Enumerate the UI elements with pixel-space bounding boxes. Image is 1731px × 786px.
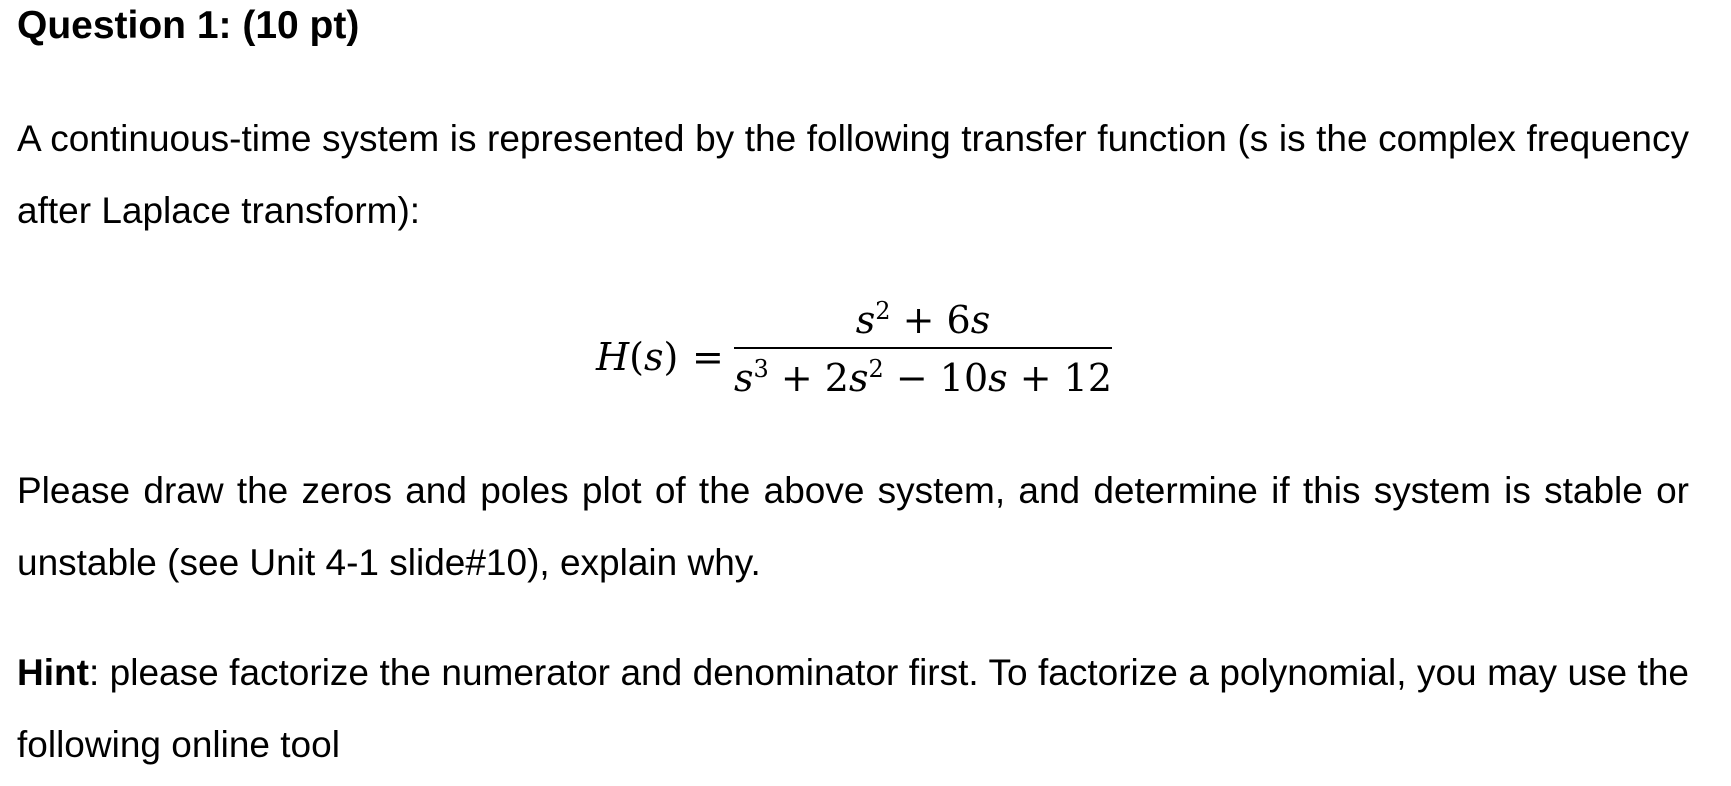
instruction-paragraph: Please draw the zeros and poles plot of the above system, and determine if this system is stable or unstable (see Unit 4-1 slide#10), explain why. [17,470,1689,583]
fraction-bar [734,347,1112,349]
den-operator-2: − 10 [883,356,989,400]
den-operator-1: + 2 [768,356,849,400]
hint-text: : please factorize the numerator and denominator first. To factorize a polynomial, you may use the following online tool [17,652,1689,765]
equation-lhs [596,335,678,379]
equals-sign: = [692,335,724,379]
question-heading: Question 1: (10 pt) [17,4,360,47]
num-operator: + 6 [890,298,971,342]
den-var-2: s [848,356,869,400]
numerator [734,290,1112,345]
lhs-variable: s [643,335,664,379]
num-exponent: 2 [875,297,891,325]
hint-paragraph [17,637,1689,781]
transfer-function-equation [596,290,1116,410]
den-exponent-1: 3 [753,355,769,383]
lhs-close-paren: ) [663,335,679,379]
num-var-2: s [970,298,991,342]
den-var-3: s [988,356,1008,400]
den-var-1: s [734,356,754,400]
intro-paragraph: A continuous-time system is represented by the following transfer function (s is the complex frequency after Laplace transform): [17,118,1689,231]
denominator [734,353,1112,408]
num-var: s [855,298,876,342]
lhs-open-paren: ( [629,335,644,379]
fraction [734,290,1112,408]
den-operator-3: + 12 [1007,356,1113,400]
den-exponent-2: 2 [868,355,884,383]
lhs-function: H [596,335,630,379]
hint-label: Hint [17,652,89,693]
